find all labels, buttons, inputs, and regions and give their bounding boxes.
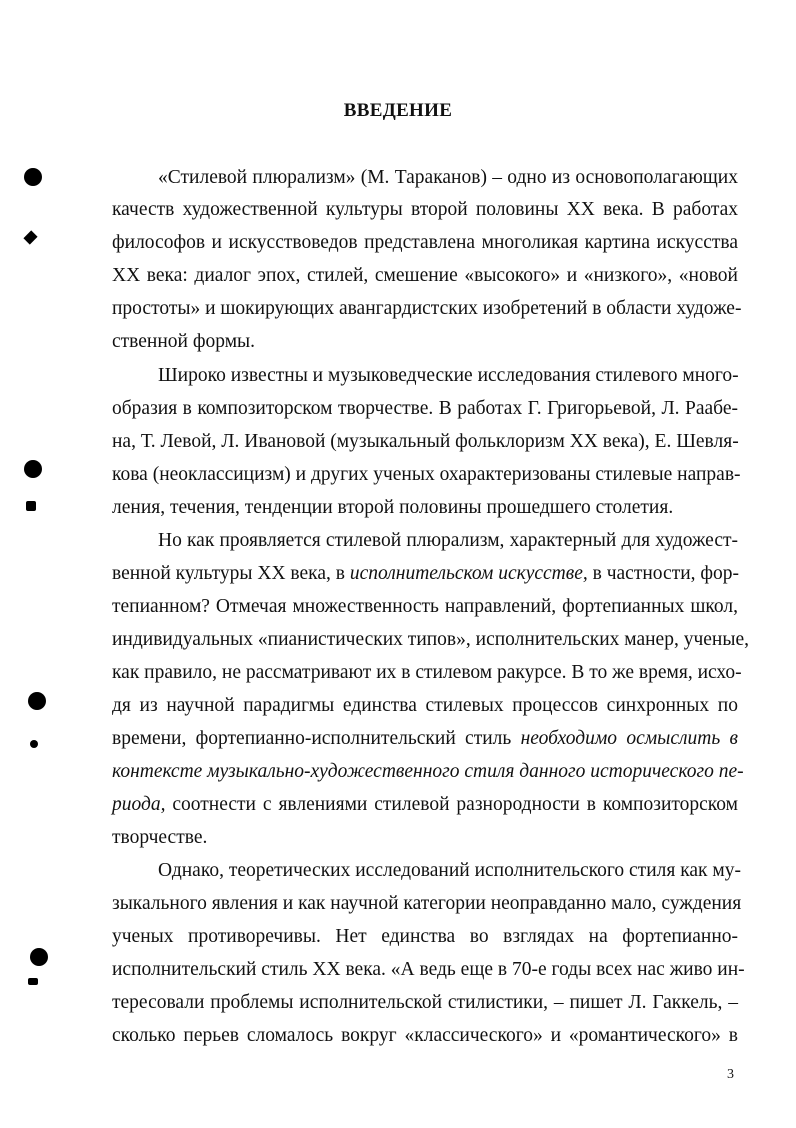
text-run: Широко известны и музыковедческие исследования стилевого много- [158, 365, 739, 386]
italic-emphasis: контексте музыкально-художественного стиля данного исторического пе- [112, 761, 744, 782]
text-line [112, 297, 742, 321]
text-line [112, 727, 738, 751]
text-line [112, 760, 744, 784]
text-line [112, 595, 738, 619]
text-line [112, 958, 745, 982]
italic-emphasis: исполнительском искусстве, [349, 563, 588, 584]
text-run: философов и искусствоведов представлена многоликая картина искусства [112, 232, 738, 253]
text-line [112, 991, 738, 1015]
text-run: тересовали проблемы исполнительской стилистики, – пишет Л. Гаккель, – [112, 992, 738, 1013]
scan-speck [30, 740, 38, 748]
text-line [112, 892, 742, 916]
text-run: «Стилевой плюрализм» (М. Тараканов) – одно из основополагающих [158, 167, 738, 188]
text-line [158, 529, 738, 553]
text-line [158, 166, 738, 190]
text-line [112, 826, 738, 850]
hole-punch-mark [24, 168, 42, 186]
text-run: дя из научной парадигмы единства стилевых процессов синхронных по [112, 695, 738, 716]
text-run: Но как проявляется стилевой плюрализм, характерный для художест- [158, 530, 738, 551]
text-line [112, 496, 738, 520]
text-run: творчестве. [112, 827, 208, 848]
scan-speck [28, 978, 38, 985]
text-run: в частности, фор- [587, 563, 740, 584]
text-run: времени, фортепианно-исполнительский стиль [112, 728, 521, 749]
text-line [112, 1024, 738, 1048]
text-line [112, 231, 738, 255]
hole-punch-mark [24, 460, 42, 478]
italic-emphasis: риода, [112, 794, 166, 815]
text-run: XX века: диалог эпох, стилей, смешение «высокого» и «низкого», «новой [112, 265, 738, 286]
text-line [112, 397, 738, 421]
text-run: исполнительский стиль XX века. «А ведь еще в 70-е годы всех нас живо ин- [112, 959, 745, 980]
text-run: на, Т. Левой, Л. Ивановой (музыкальный фольклоризм XX века), Е. Шевля- [112, 431, 739, 452]
text-line [112, 264, 738, 288]
text-line [158, 859, 741, 883]
page-number: 3 [727, 1067, 734, 1082]
text-line [112, 198, 738, 222]
text-run: соотнести с явлениями стилевой разнородности в композиторском [165, 794, 738, 815]
text-run: зыкального явления и как научной категории неоправданно мало, суждения [112, 893, 742, 914]
italic-emphasis: необходимо осмыслить в [520, 728, 738, 749]
text-run: тепианном? Отмечая множественность направлений, фортепианных школ, [112, 596, 738, 617]
text-line [112, 330, 738, 354]
text-run: сколько перьев сломалось вокруг «классического» и «романтического» в [112, 1025, 738, 1046]
text-line [112, 463, 741, 487]
text-run: простоты» и шокирующих авангардистских изобретений в области художе- [112, 298, 742, 319]
text-run: Однако, теоретических исследований исполнительского стиля как му- [158, 860, 741, 881]
text-run: ления, течения, тенденции второй половины прошедшего столетия. [112, 497, 674, 518]
page-title: ВВЕДЕНИЕ [343, 100, 453, 121]
text-line [112, 925, 738, 949]
scan-speck [23, 230, 37, 244]
text-run: образия в композиторском творчестве. В работах Г. Григорьевой, Л. Раабе- [112, 398, 738, 419]
hole-punch-mark [28, 692, 46, 710]
text-run: ственной формы. [112, 331, 256, 352]
text-line [112, 793, 738, 817]
text-run: качеств художественной культуры второй половины XX века. В работах [112, 199, 738, 220]
text-run: ученых противоречивы. Нет единства во взглядах на фортепианно- [112, 926, 738, 947]
scan-speck [26, 501, 36, 511]
text-run: как правило, не рассматривают их в стилевом ракурсе. В то же время, исхо- [112, 662, 742, 683]
text-line [112, 430, 738, 454]
text-run: индивидуальных «пианистических типов», исполнительских манер, ученые, [112, 629, 749, 650]
text-line [158, 364, 738, 388]
text-run: венной культуры XX века, в [112, 563, 350, 584]
text-line [112, 661, 742, 685]
text-line [112, 562, 738, 586]
text-run: кова (неоклассицизм) и других ученых охарактеризованы стилевые направ- [112, 464, 741, 485]
hole-punch-mark [30, 948, 48, 966]
text-line [112, 628, 749, 652]
text-line [112, 694, 738, 718]
